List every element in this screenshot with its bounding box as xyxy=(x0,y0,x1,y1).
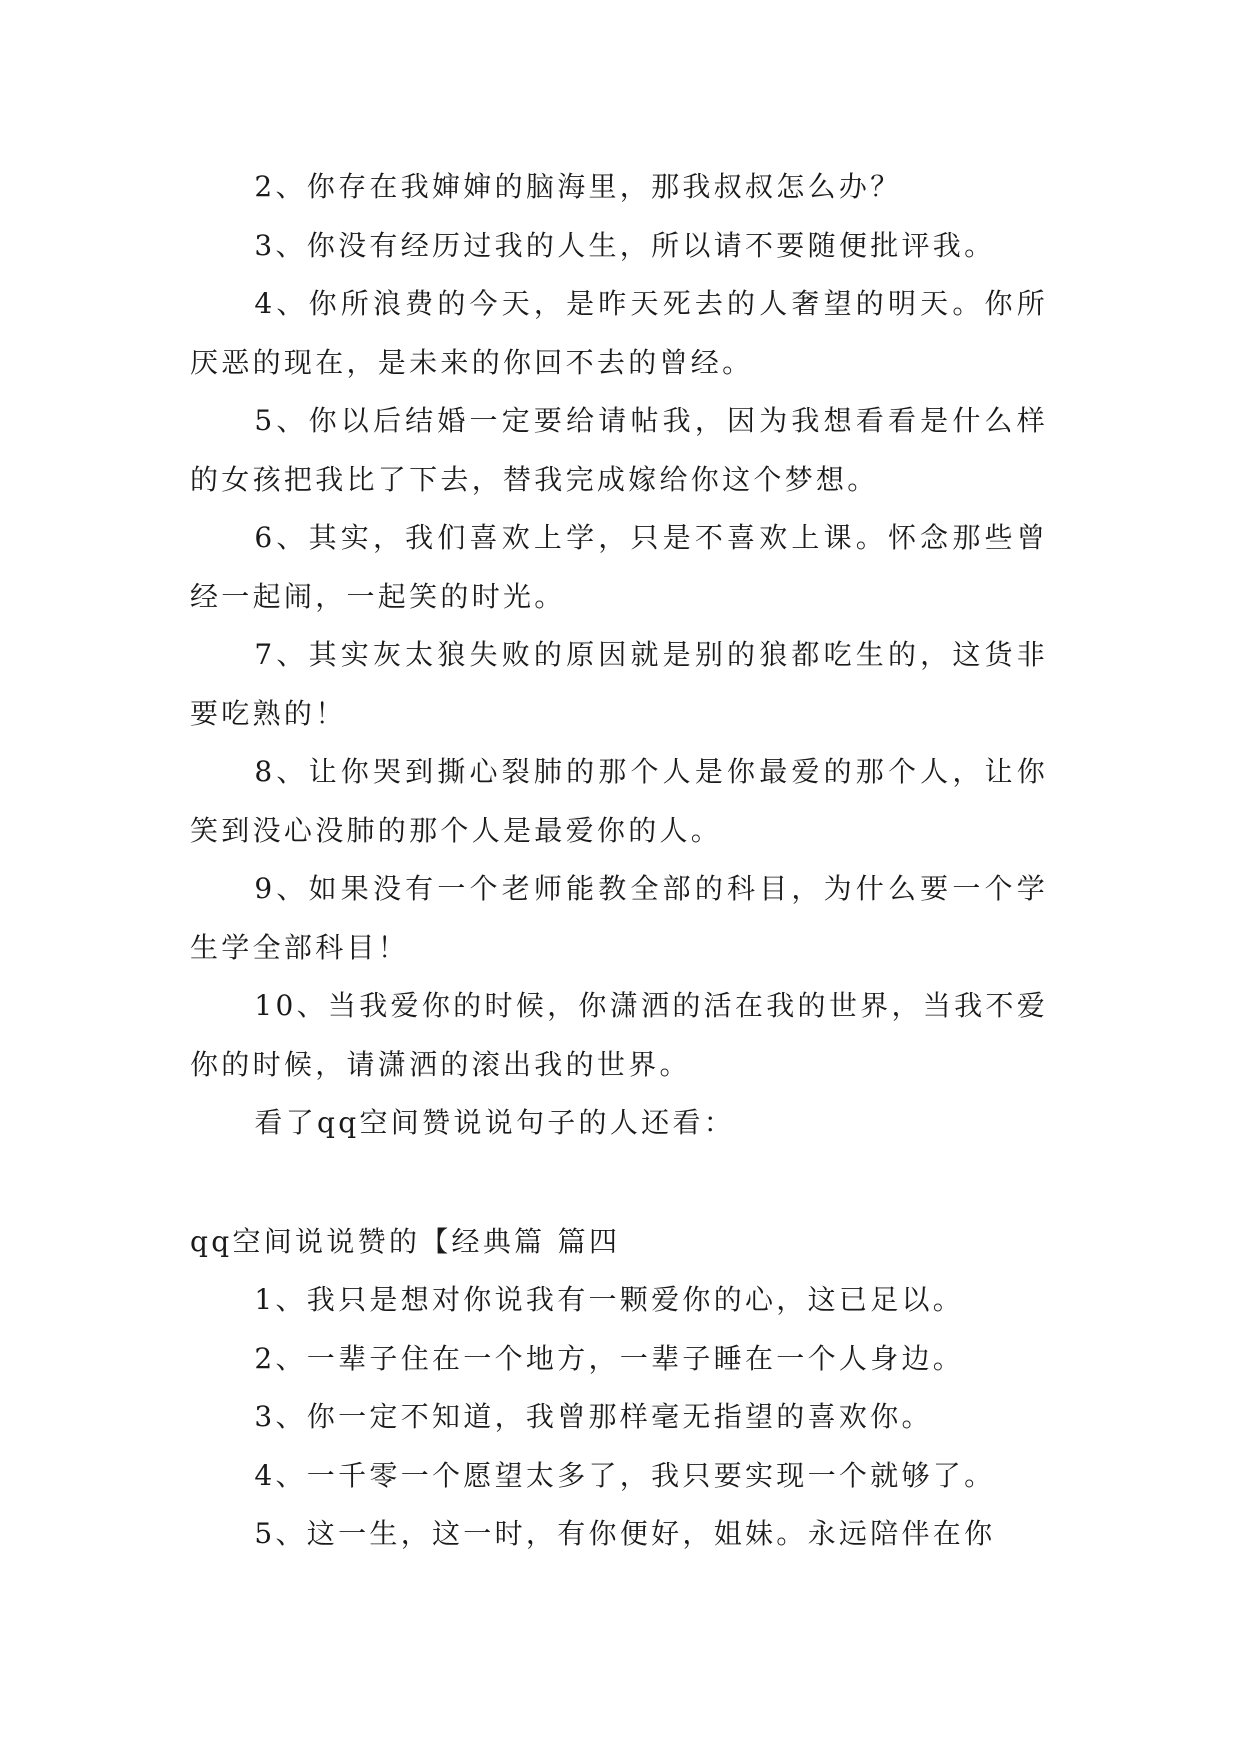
list-item: 8、让你哭到撕心裂肺的那个人是你最爱的那个人，让你笑到没心没肺的那个人是最爱你的人。 xyxy=(190,755,1048,847)
page-content xyxy=(190,158,1048,1564)
list-item: 2、你存在我婶婶的脑海里，那我叔叔怎么办？ xyxy=(254,170,902,203)
list-item: 2、一辈子住在一个地方，一辈子睡在一个人身边。 xyxy=(254,1341,965,1375)
list-item: 5、你以后结婚一定要给请帖我，因为我想看看是什么样的女孩把我比了下去，替我完成嫁给你这个梦想。 xyxy=(190,404,1048,496)
list-item: 5、这一生，这一时，有你便好，姐妹。永远陪伴在你 xyxy=(254,1517,996,1550)
section-gap xyxy=(190,1153,1048,1213)
list-item: 10、当我爱你的时候，你潇洒的活在我的世界，当我不爱你的时候，请潇洒的滚出我的世界。 xyxy=(190,989,1048,1081)
list-item: 3、你没有经历过我的人生，所以请不要随便批评我。 xyxy=(254,228,996,262)
list-item: 4、你所浪费的今天，是昨天死去的人奢望的明天。你所厌恶的现在，是未来的你回不去的曾经。 xyxy=(190,287,1048,379)
list-item: 3、你一定不知道，我曾那样毫无指望的喜欢你。 xyxy=(254,1400,933,1433)
list-item: 9、如果没有一个老师能教全部的科目，为什么要一个学生学全部科目！ xyxy=(190,872,1048,964)
list-item: 7、其实灰太狼失败的原因就是别的狼都吃生的，这货非要吃熟的！ xyxy=(190,638,1048,730)
section-heading: qq空间说说赞的【经典篇 篇四 xyxy=(190,1224,621,1258)
list-item: 6、其实，我们喜欢上学，只是不喜欢上课。怀念那些曾经一起闹，一起笑的时光。 xyxy=(190,521,1048,613)
list-item: 1、我只是想对你说我有一颗爱你的心，这已足以。 xyxy=(254,1283,965,1316)
related-reading-note: 看了qq空间赞说说句子的人还看： xyxy=(254,1106,736,1139)
list-item: 4、一千零一个愿望太多了，我只要实现一个就够了。 xyxy=(254,1458,996,1492)
